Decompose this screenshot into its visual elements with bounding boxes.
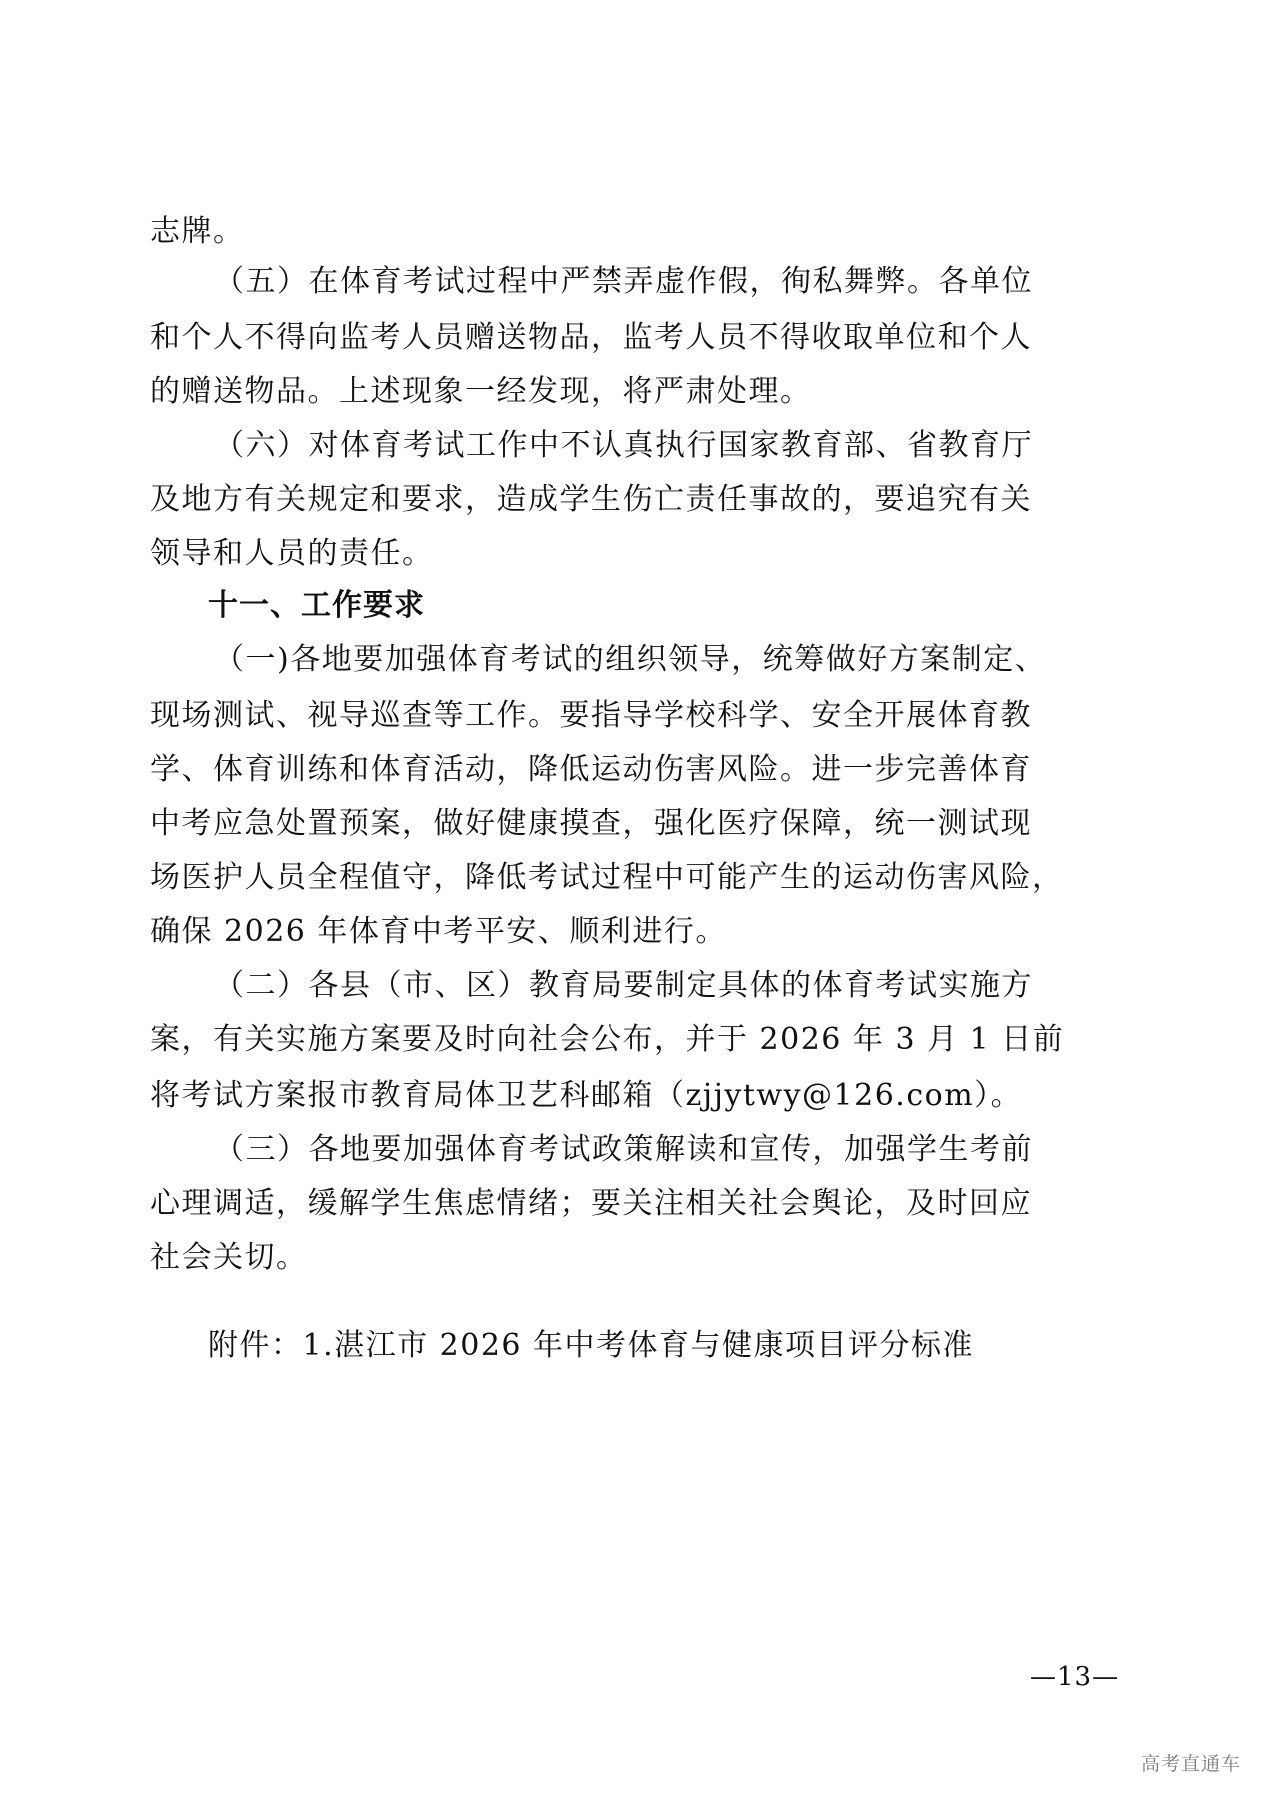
paragraph-line: （二）各县（市、区）教育局要制定具体的体育考试实施方 — [214, 968, 1033, 1003]
paragraph-line: 社会关切。 — [150, 1240, 308, 1275]
page-number: —13— — [1030, 1662, 1120, 1692]
paragraph-line: 的赠送物品。上述现象一经发现，将严肃处理。 — [150, 374, 812, 409]
paragraph-line: 现场测试、视导巡查等工作。要指导学校科学、安全开展体育教 — [150, 698, 1032, 733]
watermark-label: 高考直通车 — [1141, 1753, 1242, 1775]
paragraph-line: 和个人不得向监考人员赠送物品，监考人员不得收取单位和个人 — [150, 320, 1032, 355]
section-heading: 十一、工作要求 — [208, 588, 425, 623]
paragraph-line: 将考试方案报市教育局体卫艺科邮箱（zjjytwy@126.com）。 — [150, 1078, 1023, 1113]
paragraph-line: （六）对体育考试工作中不认真执行国家教育部、省教育厅 — [214, 428, 1033, 463]
paragraph-line: 领导和人员的责任。 — [150, 536, 434, 571]
paragraph-line: 及地方有关规定和要求，造成学生伤亡责任事故的，要追究有关 — [150, 482, 1032, 517]
paragraph-line: （一)各地要加强体育考试的组织领导，统筹做好方案制定、 — [214, 642, 1047, 677]
paragraph-line: 场医护人员全程值守，降低考试过程中可能产生的运动伤害风险， — [150, 860, 1064, 895]
paragraph-line: （三）各地要加强体育考试政策解读和宣传，加强学生考前 — [214, 1132, 1033, 1167]
paragraph-line: 学、体育训练和体育活动，降低运动伤害风险。进一步完善体育 — [150, 752, 1032, 787]
paragraph-line: 中考应急处置预案，做好健康摸查，强化医疗保障，统一测试现 — [150, 806, 1032, 841]
paragraph-line: （五）在体育考试过程中严禁弄虚作假，徇私舞弊。各单位 — [214, 264, 1033, 299]
paragraph-line: 案，有关实施方案要及时向社会公布，并于 2026 年 3 月 1 日前 — [150, 1022, 1065, 1057]
paragraph-line: 心理调适，缓解学生焦虑情绪；要关注相关社会舆论，及时回应 — [150, 1186, 1032, 1221]
attachment-line: 附件：1.湛江市 2026 年中考体育与健康项目评分标准 — [208, 1328, 975, 1363]
paragraph-line: 志牌。 — [150, 214, 245, 249]
paragraph-line: 确保 2026 年体育中考平安、顺利进行。 — [150, 914, 727, 949]
